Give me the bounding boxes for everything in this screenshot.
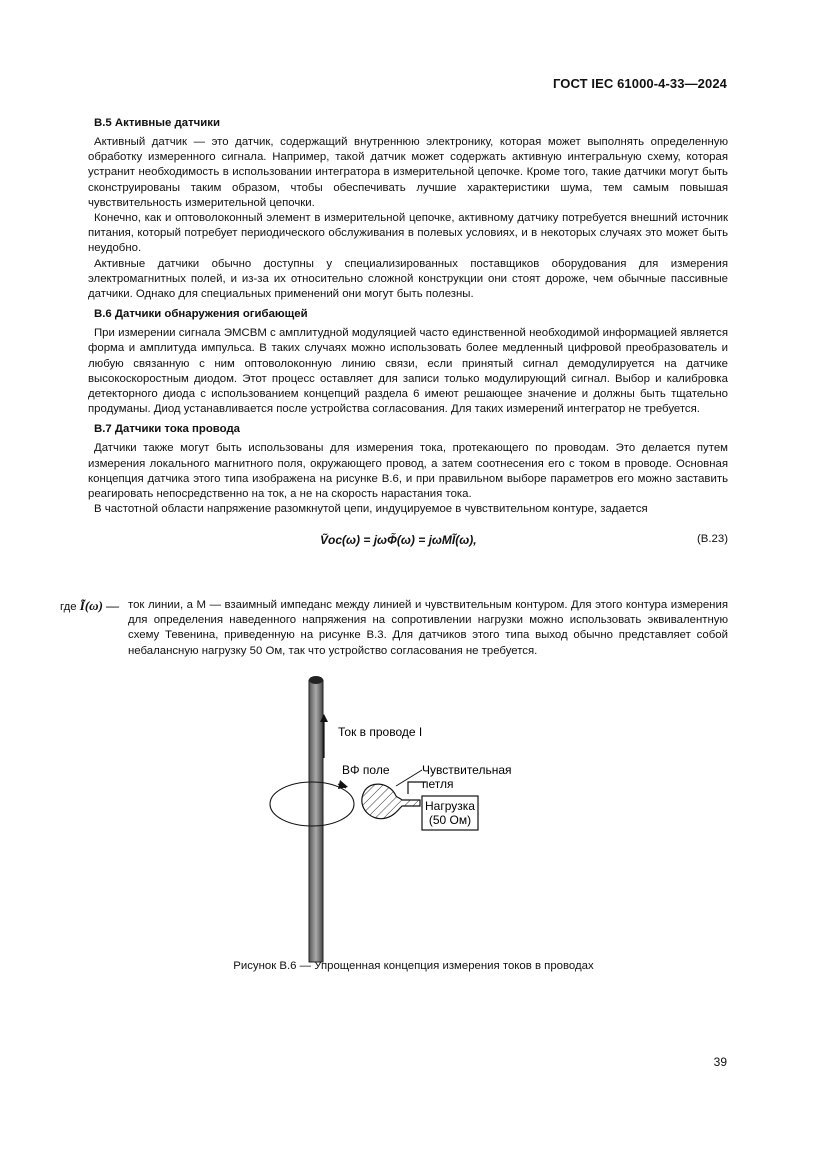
document-header: ГОСТ IEC 61000-4-33—2024 [552, 76, 727, 91]
where-symbol: Ĩ(ω) — [79, 598, 120, 613]
field-label: BΦ поле [342, 763, 390, 777]
current-label: Ток в проводе I [338, 725, 423, 739]
formula-number: (B.23) [696, 533, 728, 546]
where-word: где [60, 601, 77, 613]
page-number: 39 [713, 1055, 727, 1069]
formula-b23 [88, 523, 728, 563]
loop-leader [396, 770, 422, 786]
section-heading: B.5 Активные датчики [94, 117, 220, 129]
field-arrowhead [338, 780, 348, 789]
paragraph: Конечно, как и оптоволоконный элемент в измерительной цепочке, активному датчику потребуется внешний источник питания, который потребует периодического обслуживания в полевых условиях, и в некоторых случаях это может быть неудобно. [88, 212, 728, 255]
load-label-2: (50 Ом) [428, 813, 472, 827]
where-text: ток линии, а M — взаимный импеданс между линией и чувствительным контуром. Для этого контура измерения для определения наведенного напряжения на сопротивлении нагрузки можно использовать эквивалентную схему Тевенина, приведенную на рисунке B.3. Для датчиков этого типа выход обычно представляет собой небалансную нагрузку 50 Ом, так что устройство согласования не требуется. [128, 599, 728, 657]
main-content [88, 115, 728, 563]
paragraph: Активные датчики обычно доступны у специализированных поставщиков оборудования для измерения электромагнитных полей, и из-за их относительно сложной конструкции они стоят дороже, чем обычные пассивные датчики. Однако для специальных применений они могут быть полезны. [88, 257, 728, 301]
section-b5 [88, 115, 728, 302]
where-lead [60, 598, 119, 614]
figure-b6 [260, 670, 540, 970]
wire-end [309, 676, 323, 684]
where-clause [60, 598, 728, 659]
sensing-loop [362, 784, 420, 819]
formula-expression: Ṽoc(ω) = jωΦ̃(ω) = jωMĨ(ω), [320, 533, 477, 548]
section-b7 [88, 421, 728, 517]
paragraph: Датчики также могут быть использованы для измерения тока, протекающего по проводам. Это делается путем измерения локального магнитного поля, окружающего провод, а затем соотнесения его с током в проводе. Основная концепция датчика этого типа изображена на рисунке B.6, и при правильном выборе параметров его можно заставить реагировать непосредственно на ток, а не на скорость нарастания тока. [88, 442, 728, 501]
paragraph: Активный датчик — это датчик, содержащий внутреннюю электронику, которая может выполнять определенную обработку измеренного сигнала. Например, такой датчик может содержать активную интегральную схему, которая устранит необходимость в использовании интегратора в измерительной цепочке. Кроме того, такие датчики могут быть сконструированы таким образом, чтобы обеспечивать лучшие характеристики шума, тем самым повышая чувствительность измерительной цепочки. [88, 136, 728, 209]
section-b6 [88, 306, 728, 417]
section-heading: B.6 Датчики обнаружения огибающей [94, 308, 308, 321]
loop-label-2: петля [422, 777, 454, 791]
paragraph: При измерении сигнала ЭМСВМ с амплитудной модуляцией часто единственной необходимой информацией является форма и амплитуда импульса. В таких случаях можно использовать более медленный цифровой преобразователь и любую связанную с ним оптоволоконную линию связи, если принятый сигнал демодулируется на датчике высокоскоростным диодом. Этот процесс оставляет для записи только модулирующий сигнал. Выбор и калибровка детекторного диода с использованием концепций раздела 6 имеют решающее значение и должны быть тщательно продуманы. Диод устанавливается после устройства согласования. Для таких измерений интегратор не требуется. [88, 327, 728, 416]
section-heading: B.7 Датчики тока провода [94, 423, 241, 436]
wire [309, 680, 323, 962]
paragraph: В частотной области напряжение разомкнутой цепи, индуцируемое в чувствительном контуре, задается [94, 503, 648, 516]
load-label-1: Нагрузка [425, 799, 475, 813]
loop-label-1: Чувствительная [422, 763, 512, 777]
figure-caption: Рисунок B.6 — Упрощенная концепция измерения токов в проводах [233, 960, 594, 972]
